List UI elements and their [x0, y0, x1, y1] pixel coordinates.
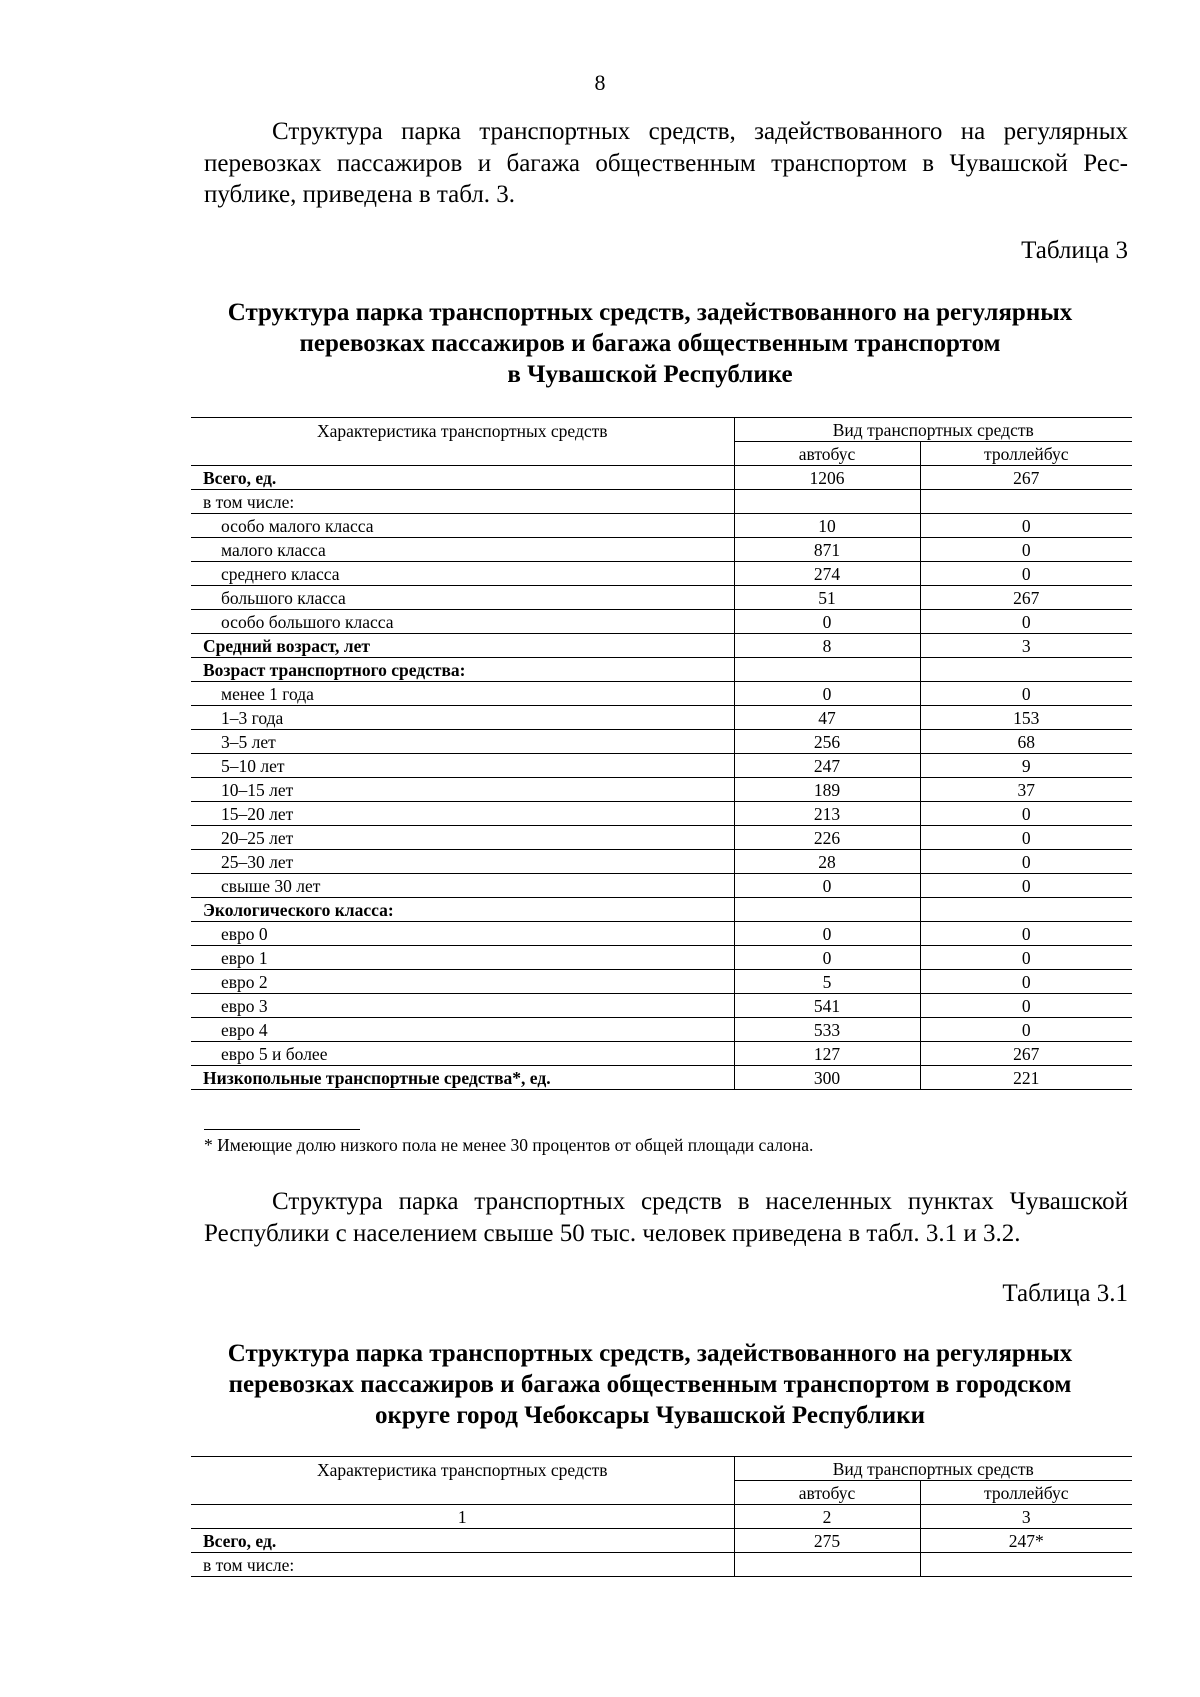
header-vehicle-type: Вид транспортных средств	[734, 1457, 1132, 1481]
row-label: Экологического класса:	[191, 898, 734, 922]
bus-value: 0	[734, 610, 920, 634]
bus-value: 274	[734, 562, 920, 586]
bus-value: 0	[734, 946, 920, 970]
table3-title-line: в Чувашской Республике	[507, 361, 793, 388]
row-label: 15–20 лет	[191, 802, 734, 826]
trolleybus-value: 3	[920, 634, 1132, 658]
table-row	[191, 994, 1132, 1018]
table-row	[191, 970, 1132, 994]
trolleybus-value: 267	[920, 586, 1132, 610]
column-number: 1	[191, 1505, 734, 1529]
bus-value: 127	[734, 1042, 920, 1066]
trolleybus-value: 221	[920, 1066, 1132, 1090]
table-row	[191, 658, 1132, 682]
table31	[191, 1456, 1132, 1577]
bus-value: 5	[734, 970, 920, 994]
trolleybus-value: 0	[920, 514, 1132, 538]
bus-value: 51	[734, 586, 920, 610]
table3-title-line: перевозках пассажиров и багажа общественным транспортом	[299, 330, 1001, 357]
bus-value: 189	[734, 778, 920, 802]
row-label: евро 0	[191, 922, 734, 946]
trolleybus-value: 9	[920, 754, 1132, 778]
trolleybus-value: 0	[920, 922, 1132, 946]
bus-value	[734, 658, 920, 682]
row-label: Низкопольные транспортные средства*, ед.	[191, 1066, 734, 1090]
table-row	[191, 706, 1132, 730]
table-row	[191, 1529, 1132, 1553]
trolleybus-value: 68	[920, 730, 1132, 754]
bus-value: 541	[734, 994, 920, 1018]
table-row	[191, 874, 1132, 898]
trolleybus-value: 0	[920, 682, 1132, 706]
table-row	[191, 538, 1132, 562]
trolleybus-value: 0	[920, 994, 1132, 1018]
row-label: особо малого класса	[191, 514, 734, 538]
row-label: евро 5 и более	[191, 1042, 734, 1066]
trolleybus-value: 0	[920, 970, 1132, 994]
footnote-separator	[204, 1129, 360, 1130]
table-row	[191, 562, 1132, 586]
row-label: в том числе:	[191, 1553, 734, 1577]
row-label: 10–15 лет	[191, 778, 734, 802]
row-label: особо большого класса	[191, 610, 734, 634]
row-label: 20–25 лет	[191, 826, 734, 850]
table-row	[191, 754, 1132, 778]
table31-label: Таблица 3.1	[1002, 1280, 1128, 1307]
table-row	[191, 514, 1132, 538]
row-label: менее 1 года	[191, 682, 734, 706]
middle-paragraph: Структура парка транспортных средств в населенных пунктах Чувашской Республики с населением свыше 50 тыс. человек приведена в табл. 3.1 и 3.2.	[204, 1188, 1128, 1247]
trolleybus-value: 0	[920, 850, 1132, 874]
intro-paragraph: Структура парка транспортных средств, задействованного на регулярных перевозках пассажиров и багажа общественным транспортом в Чувашской Республике, приведена в табл. 3.	[204, 118, 1128, 208]
bus-value: 0	[734, 682, 920, 706]
bus-value: 213	[734, 802, 920, 826]
bus-value: 300	[734, 1066, 920, 1090]
table-row	[191, 1553, 1132, 1577]
row-label: Средний возраст, лет	[191, 634, 734, 658]
trolleybus-value: 37	[920, 778, 1132, 802]
header-trolleybus: троллейбус	[920, 1481, 1132, 1505]
trolleybus-value: 0	[920, 538, 1132, 562]
trolleybus-value: 267	[920, 1042, 1132, 1066]
trolleybus-value: 267	[920, 466, 1132, 490]
table-row	[191, 490, 1132, 514]
row-label: 5–10 лет	[191, 754, 734, 778]
row-label: евро 2	[191, 970, 734, 994]
page-number: 8	[594, 70, 606, 95]
table-row	[191, 946, 1132, 970]
table31-title-line: округе город Чебоксары Чувашской Республики	[374, 1402, 926, 1429]
bus-value	[734, 1553, 920, 1577]
row-label: в том числе:	[191, 490, 734, 514]
row-label: свыше 30 лет	[191, 874, 734, 898]
bus-value: 8	[734, 634, 920, 658]
trolleybus-value	[920, 898, 1132, 922]
trolleybus-value: 0	[920, 826, 1132, 850]
row-label: большого класса	[191, 586, 734, 610]
table3-title	[170, 297, 1130, 390]
table-row	[191, 922, 1132, 946]
bus-value: 247	[734, 754, 920, 778]
table3-label: Таблица 3	[1021, 237, 1128, 264]
table31-title-line: перевозках пассажиров и багажа общественным транспортом в городском	[228, 1371, 1072, 1398]
header-trolleybus: троллейбус	[920, 442, 1132, 466]
column-number: 3	[920, 1505, 1132, 1529]
bus-value: 871	[734, 538, 920, 562]
trolleybus-value: 247*	[920, 1529, 1132, 1553]
trolleybus-value: 0	[920, 1018, 1132, 1042]
row-label: малого класса	[191, 538, 734, 562]
table-row	[191, 682, 1132, 706]
trolleybus-value: 0	[920, 802, 1132, 826]
header-bus: автобус	[734, 442, 920, 466]
trolleybus-value: 0	[920, 562, 1132, 586]
table31-title-line: Структура парка транспортных средств, задействованного на регулярных	[227, 1340, 1073, 1367]
bus-value	[734, 490, 920, 514]
trolleybus-value	[920, 490, 1132, 514]
trolleybus-value: 0	[920, 610, 1132, 634]
row-label: 3–5 лет	[191, 730, 734, 754]
table-row	[191, 634, 1132, 658]
row-label: Всего, ед.	[191, 466, 734, 490]
table3-title-line: Структура парка транспортных средств, задействованного на регулярных	[227, 299, 1073, 326]
trolleybus-value: 153	[920, 706, 1132, 730]
bus-value: 47	[734, 706, 920, 730]
row-label: 1–3 года	[191, 706, 734, 730]
table-row	[191, 898, 1132, 922]
bus-value: 1206	[734, 466, 920, 490]
row-label: среднего класса	[191, 562, 734, 586]
bus-value: 256	[734, 730, 920, 754]
header-bus: автобус	[734, 1481, 920, 1505]
row-label: евро 4	[191, 1018, 734, 1042]
table3	[191, 417, 1132, 1090]
bus-value: 0	[734, 922, 920, 946]
bus-value: 275	[734, 1529, 920, 1553]
table-row	[191, 1018, 1132, 1042]
row-label: евро 3	[191, 994, 734, 1018]
table-row	[191, 778, 1132, 802]
table-row	[191, 466, 1132, 490]
table31-title	[170, 1338, 1130, 1431]
trolleybus-value	[920, 1553, 1132, 1577]
trolleybus-value: 0	[920, 874, 1132, 898]
table-row	[191, 1042, 1132, 1066]
row-label: Возраст транспортного средства:	[191, 658, 734, 682]
table-row	[191, 850, 1132, 874]
table-row	[191, 1066, 1132, 1090]
header-characteristic: Характеристика транспортных средств	[191, 1457, 734, 1505]
bus-value: 10	[734, 514, 920, 538]
footnote: * Имеющие долю низкого пола не менее 30 процентов от общей площади салона.	[204, 1135, 814, 1155]
row-label: 25–30 лет	[191, 850, 734, 874]
bus-value	[734, 898, 920, 922]
table-row	[191, 586, 1132, 610]
table-row	[191, 802, 1132, 826]
trolleybus-value	[920, 658, 1132, 682]
header-characteristic: Характеристика транспортных средств	[191, 418, 734, 466]
table-row	[191, 730, 1132, 754]
bus-value: 533	[734, 1018, 920, 1042]
row-label: евро 1	[191, 946, 734, 970]
bus-value: 28	[734, 850, 920, 874]
column-number: 2	[734, 1505, 920, 1529]
bus-value: 0	[734, 874, 920, 898]
header-vehicle-type: Вид транспортных средств	[734, 418, 1132, 442]
row-label: Всего, ед.	[191, 1529, 734, 1553]
bus-value: 226	[734, 826, 920, 850]
table-row	[191, 610, 1132, 634]
trolleybus-value: 0	[920, 946, 1132, 970]
table-row	[191, 826, 1132, 850]
